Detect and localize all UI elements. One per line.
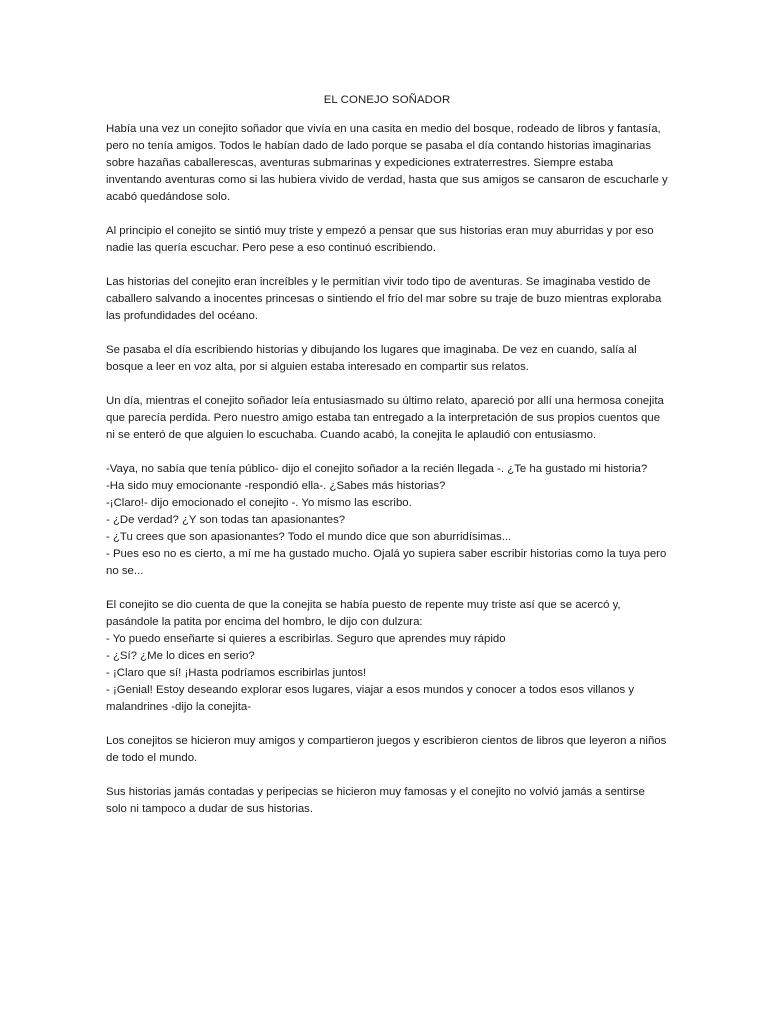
paragraph-3: Las historias del conejito eran increíbles y le permitían vivir todo tipo de aventuras. Se imaginaba vestido de caballero salvando a inocentes princesas o sintiendo el frío del mar sobre su traje de buzo mientras exploraba las profundidades del océano. [106, 276, 662, 322]
dialogue-block-1 [106, 461, 668, 580]
dialogue-line: -¡Claro!- dijo emocionado el conejito -. Yo mismo las escribo. [106, 497, 412, 509]
dialogue-line: -Vaya, no sabía que tenía público- dijo el conejito soñador a la recién llegada -. ¿Te ha gustado mi historia? [106, 463, 648, 475]
paragraph-4: Se pasaba el día escribiendo historias y dibujando los lugares que imaginaba. De vez en cuando, salía al bosque a leer en voz alta, por si alguien estaba interesado en compartir sus relatos. [106, 344, 637, 373]
dialogue-line: - ¡Genial! Estoy deseando explorar esos lugares, viajar a esos mundos y conocer a todos esos villanos y malandrines -dijo la conejita- [106, 684, 635, 713]
dialogue-line: El conejito se dio cuenta de que la conejita se había puesto de repente muy triste así que se acercó y, pasándole la patita por encima del hombro, le dijo con dulzura: [106, 599, 621, 628]
dialogue-line: - Yo puedo enseñarte si quieres a escribirlas. Seguro que aprendes muy rápido [106, 633, 506, 645]
dialogue-line: - ¡Claro que sí! ¡Hasta podríamos escribirlas juntos! [106, 667, 367, 679]
dialogue-line: - ¿Tu crees que son apasionantes? Todo el mundo dice que son aburridísimas... [106, 531, 512, 543]
dialogue-block-2 [106, 597, 668, 716]
closing-paragraph-1: Los conejitos se hicieron muy amigos y compartieron juegos y escribieron cientos de libros que leyeron a niños de todo el mundo. [106, 735, 667, 764]
document-title: EL CONEJO SOÑADOR [323, 94, 451, 106]
paragraph-5: Un día, mientras el conejito soñador leía entusiasmado su último relato, apareció por allí una hermosa conejita que parecía perdida. Pero nuestro amigo estaba tan entregado a la interpretación de sus propios cuentos que ni se enteró de que alguien lo escuchaba. Cuando acabó, la conejita le aplaudió con entusiasmo. [106, 395, 664, 441]
closing-paragraph-2: Sus historias jamás contadas y peripecias se hicieron muy famosas y el conejito no volvió jamás a sentirse solo ni tampoco a dudar de sus historias. [106, 786, 645, 815]
dialogue-line: - ¿De verdad? ¿Y son todas tan apasionantes? [106, 514, 346, 526]
dialogue-line: - Pues eso no es cierto, a mí me ha gustado mucho. Ojalá yo supiera saber escribir historias como la tuya pero no se... [106, 548, 667, 577]
paragraph-1: Había una vez un conejito soñador que vivía en una casita en medio del bosque, rodeado de libros y fantasía, pero no tenía amigos. Todos le habían dado de lado porque se pasaba el día contando historias imaginarias sobre hazañas caballerescas, aventuras submarinas y expediciones extraterrestres. Siempre estaba inventando aventuras como si las hubiera vivido de verdad, hasta que sus amigos se cansaron de escucharle y acabó quedándose solo. [106, 123, 668, 203]
paragraph-2: Al principio el conejito se sintió muy triste y empezó a pensar que sus historias eran muy aburridas y por eso nadie las quería escuchar. Pero pese a eso continuó escribiendo. [106, 225, 654, 254]
dialogue-line: - ¿Sí? ¿Me lo dices en serio? [106, 650, 255, 662]
dialogue-line: -Ha sido muy emocionante -respondió ella-. ¿Sabes más historias? [106, 480, 446, 492]
